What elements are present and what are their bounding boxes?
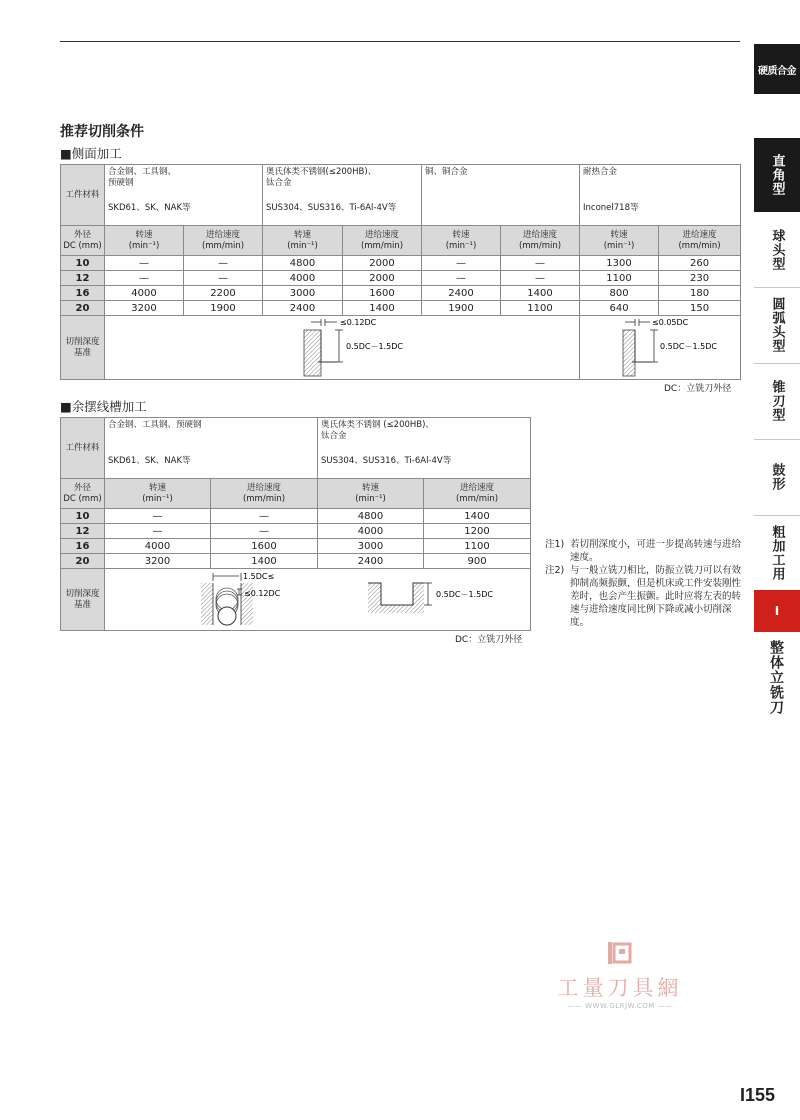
material-label: 工件材料 [61, 165, 105, 226]
speed-header: 转速 (min⁻¹) [105, 226, 184, 256]
material-cell: 合金钢、工具钢、 预硬钢 SKD61、SK、NAK等 [105, 165, 263, 226]
diameter-header: 外径 DC (mm) [61, 479, 105, 509]
top-rule [60, 41, 740, 42]
tab-tapered[interactable]: 锥刃型 [754, 364, 800, 438]
side-milling-diagram [105, 316, 579, 378]
table-row: 10 — — 4800 2000 — — 1300 260 [61, 256, 741, 271]
material-cell: 奥氏体类不锈钢 (≤200HB)、 钛合金 SUS304、SUS316、Ti-6Al-4V等 [318, 418, 531, 479]
dc-note: DC：立铣刀外径 [455, 635, 523, 645]
feed-header: 进给速度 (mm/min) [184, 226, 263, 256]
speed-header: 转速 (min⁻¹) [422, 226, 501, 256]
step-over-label: ≤0.12DC [244, 589, 281, 598]
depth-label: 切削深度 基准 [61, 569, 105, 631]
tab-roughing[interactable]: 粗加工用 [754, 516, 800, 590]
table-row: 16 4000 1600 3000 1100 [61, 539, 531, 554]
table-row: 10 — — 4800 1400 [61, 509, 531, 524]
diameter-header: 外径 DC (mm) [61, 226, 105, 256]
slot-width-label: 1.5DC≤ [243, 572, 275, 581]
heat-resistant-diagram [580, 316, 740, 378]
table-row: 16 4000 2200 3000 1600 2400 1400 800 180 [61, 286, 741, 301]
note-item: 注1) 若切削深度小，可进一步提高转速与进给速度。 [545, 539, 742, 563]
feed-header: 进给速度 (mm/min) [424, 479, 531, 509]
page-title: 推荐切削条件 [60, 124, 144, 140]
slot-depth-label: 0.5DC－1.5DC [436, 590, 493, 599]
tab-corner-radius[interactable]: 圆弧头型 [754, 288, 800, 362]
depth-label: 切削深度 基准 [61, 316, 105, 380]
speed-header: 转速 (min⁻¹) [580, 226, 659, 256]
trochoidal-slot-table [60, 417, 531, 631]
notes [545, 538, 745, 629]
tab-barrel[interactable]: 鼓形 [754, 440, 800, 514]
watermark: 工量刀具網 —— WWW.GLRJW.COM —— [540, 940, 700, 1010]
watermark-logo-icon [606, 940, 634, 966]
depth-diagram-cell [580, 316, 741, 380]
dc-note: DC：立铣刀外径 [664, 384, 732, 394]
trochoidal-diagram [105, 569, 529, 629]
category-label: 整体立铣刀 [768, 640, 784, 715]
tab-ball-nose[interactable]: 球头型 [754, 213, 800, 286]
page-number: I155 [740, 1085, 776, 1105]
depth-diagram-cell [105, 569, 531, 631]
side-milling-table [60, 164, 741, 380]
tab-cemented-carbide[interactable]: 硬质合金 [754, 44, 800, 94]
material-cell: 耐热合金 Inconel718等 [580, 165, 741, 226]
material-cell: 合金钢、工具钢、预硬钢 SKD61、SK、NAK等 [105, 418, 318, 479]
note-item: 注2) 与一般立铣刀相比，防振立铣刀可以有效抑制高频振颤，但是机床或工件安装刚性差时，也会产生振颤。此时应将左表的转速与进给速度同比例下降或减小切削深度。 [545, 565, 742, 628]
table-row: 12 — — 4000 1200 [61, 524, 531, 539]
tab-active-section[interactable]: I [754, 590, 800, 632]
table-row: 12 — — 4000 2000 — — 1100 230 [61, 271, 741, 286]
radial-depth-label: ≤0.05DC [652, 318, 689, 327]
tab-square-end[interactable]: 直角型 [754, 138, 800, 212]
speed-header: 转速 (min⁻¹) [318, 479, 424, 509]
speed-header: 转速 (min⁻¹) [263, 226, 343, 256]
axial-depth-label: 0.5DC－1.5DC [660, 342, 717, 351]
material-cell: 奥氏体类不锈钢(≤200HB)、 钛合金 SUS304、SUS316、Ti-6Al-4V等 [263, 165, 422, 226]
feed-header: 进给速度 (mm/min) [501, 226, 580, 256]
feed-header: 进给速度 (mm/min) [343, 226, 422, 256]
table-row: 20 3200 1900 2400 1400 1900 1100 640 150 [61, 301, 741, 316]
table1-heading: ■侧面加工 [60, 146, 122, 161]
feed-header: 进给速度 (mm/min) [659, 226, 741, 256]
axial-depth-label: 0.5DC－1.5DC [346, 342, 403, 351]
depth-diagram-cell [105, 316, 580, 380]
material-cell: 铜、铜合金 [422, 165, 580, 226]
speed-header: 转速 (min⁻¹) [105, 479, 211, 509]
feed-header: 进给速度 (mm/min) [211, 479, 318, 509]
material-label: 工件材料 [61, 418, 105, 479]
radial-depth-label: ≤0.12DC [340, 318, 377, 327]
table-row: 20 3200 1400 2400 900 [61, 554, 531, 569]
table2-heading: ■余摆线槽加工 [60, 399, 147, 414]
